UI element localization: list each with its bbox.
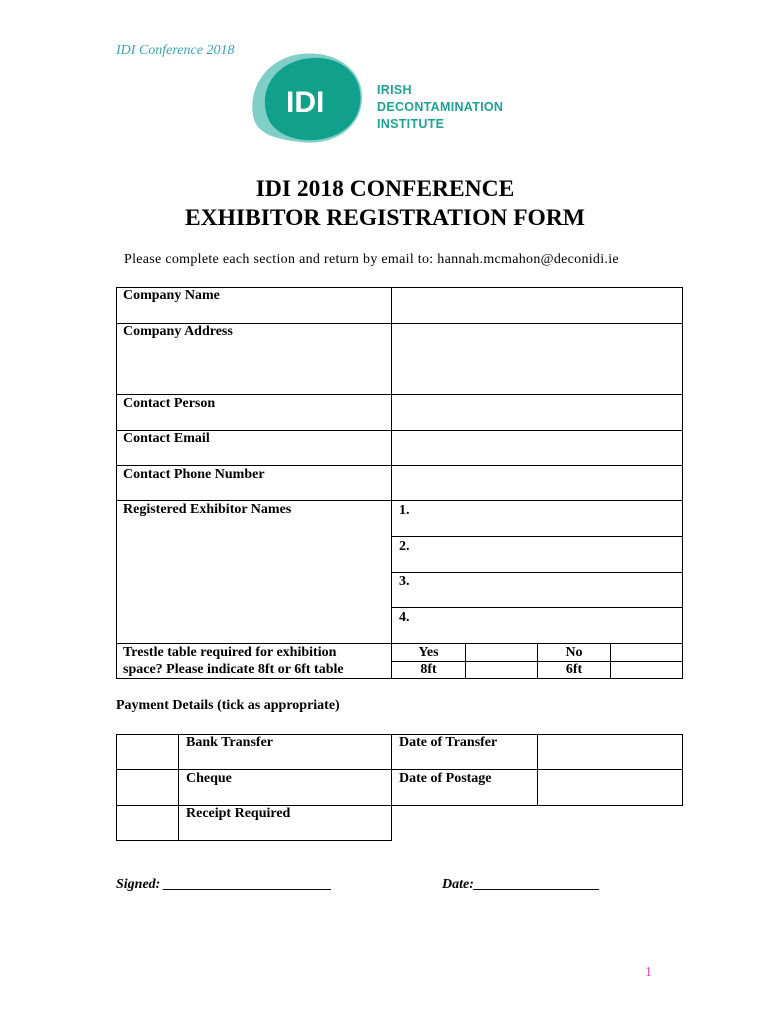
- exhibitor-name-field-4[interactable]: 4.: [399, 610, 410, 625]
- date-of-postage-label: Date of Postage: [399, 771, 492, 786]
- yes-label: Yes: [418, 645, 439, 660]
- signed-line[interactable]: Signed: ________________________: [116, 877, 332, 892]
- cheque-tick-box[interactable]: [117, 770, 178, 805]
- yes-checkbox[interactable]: [466, 644, 537, 661]
- trestle-question-line-2: space? Please indicate 8ft or 6ft table: [123, 662, 344, 677]
- contact-phone-label: Contact Phone Number: [123, 467, 265, 482]
- company-name-label: Company Name: [123, 288, 220, 303]
- eight-ft-checkbox[interactable]: [466, 662, 537, 678]
- logo-wordmark: [377, 82, 503, 133]
- logo-line-3: INSTITUTE: [377, 117, 445, 131]
- receipt-required-label: Receipt Required: [186, 806, 291, 821]
- six-ft-checkbox[interactable]: [611, 662, 682, 678]
- contact-person-field[interactable]: [392, 395, 682, 430]
- exhibitor-name-field-1[interactable]: 1.: [399, 503, 410, 518]
- contact-email-field[interactable]: [392, 431, 682, 465]
- company-address-label: Company Address: [123, 324, 233, 339]
- company-name-field[interactable]: [392, 288, 682, 323]
- conference-note: IDI Conference 2018: [116, 43, 235, 58]
- contact-phone-field[interactable]: [392, 466, 682, 500]
- bank-transfer-label: Bank Transfer: [186, 735, 273, 750]
- six-ft-label: 6ft: [565, 662, 583, 677]
- page-number: 1: [645, 965, 652, 980]
- cheque-label: Cheque: [186, 771, 232, 786]
- page-title-line-2: EXHIBITOR REGISTRATION FORM: [184, 205, 585, 231]
- contact-email-label: Contact Email: [123, 431, 210, 446]
- exhibitor-name-field-2[interactable]: 2.: [399, 539, 410, 554]
- date-line[interactable]: Date:__________________: [442, 877, 600, 892]
- date-of-transfer-label: Date of Transfer: [399, 735, 498, 750]
- payment-heading: Payment Details (tick as appropriate): [116, 698, 340, 713]
- date-of-postage-field[interactable]: [538, 770, 682, 805]
- trestle-question-line-1: Trestle table required for exhibition: [123, 645, 337, 660]
- idi-logo: [246, 50, 366, 146]
- date-of-transfer-field[interactable]: [538, 735, 682, 769]
- eight-ft-label: 8ft: [420, 662, 437, 677]
- page-title-line-1: IDI 2018 CONFERENCE: [255, 176, 515, 202]
- no-label: No: [565, 645, 583, 660]
- exhibitor-name-field-3[interactable]: 3.: [399, 574, 410, 589]
- intro-text: Please complete each section and return by email to: hannah.mcmahon@deconidi.ie: [124, 252, 619, 267]
- no-checkbox[interactable]: [611, 644, 682, 661]
- receipt-required-tick-box[interactable]: [117, 806, 178, 840]
- logo-mark: IDI: [286, 86, 325, 119]
- logo-line-2: DECONTAMINATION: [377, 100, 504, 114]
- contact-person-label: Contact Person: [123, 396, 216, 411]
- company-address-field[interactable]: [392, 324, 682, 394]
- exhibitor-names-label: Registered Exhibitor Names: [123, 502, 292, 517]
- bank-transfer-tick-box[interactable]: [117, 735, 178, 769]
- logo-line-1: IRISH: [377, 83, 412, 97]
